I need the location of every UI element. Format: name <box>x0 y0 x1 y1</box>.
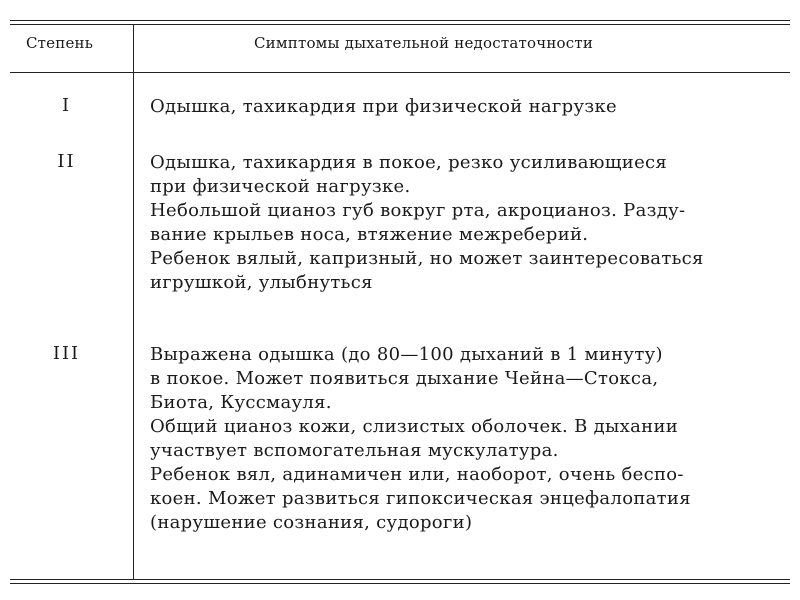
table-bottom-rule <box>10 579 790 580</box>
symptoms-cell <box>150 95 786 119</box>
symptom-line: Одышка, тахикардия при физической нагрузке <box>150 96 617 117</box>
table-bottom-rule-outer <box>10 583 790 584</box>
header-degree: Степень <box>26 34 94 52</box>
symptoms-cell <box>150 151 786 295</box>
symptom-line: Выражена одышка (до 80—100 дыханий в 1 минуту) <box>150 344 663 365</box>
header-rule <box>10 72 790 73</box>
grade-cell: I <box>61 95 72 116</box>
table-top-rule <box>10 20 790 21</box>
symptom-line: Ребенок вялый, капризный, но может заинтересоваться <box>150 248 704 269</box>
column-divider <box>133 24 134 579</box>
symptom-line: участвует вспомогательная мускулатура. <box>150 440 559 461</box>
grade-cell: II <box>57 151 76 172</box>
symptoms-cell <box>150 343 786 535</box>
header-symptoms: Симптомы дыхательной недостаточности <box>254 34 594 52</box>
symptom-line: Небольшой цианоз губ вокруг рта, акроцианоз. Разду- <box>150 200 686 221</box>
symptom-line: игрушкой, улыбнуться <box>150 272 373 293</box>
table-top-rule-inner <box>10 24 790 25</box>
symptom-line: Одышка, тахикардия в покое, резко усиливающиеся <box>150 152 668 173</box>
symptom-line: коен. Может развиться гипоксическая энцефалопатия <box>150 488 691 509</box>
symptom-line: вание крыльев носа, втяжение межреберий. <box>150 224 589 245</box>
grade-cell: III <box>52 343 81 364</box>
symptom-line: Общий цианоз кожи, слизистых оболочек. В дыхании <box>150 416 679 437</box>
symptom-line: Биота, Куссмауля. <box>150 392 332 413</box>
symptom-line: Ребенок вял, адинамичен или, наоборот, очень беспо- <box>150 464 684 485</box>
symptom-line: в покое. Может появиться дыхание Чейна—Стокса, <box>150 368 659 389</box>
symptom-line: при физической нагрузке. <box>150 176 411 197</box>
symptom-line: (нарушение сознания, судороги) <box>150 512 473 533</box>
